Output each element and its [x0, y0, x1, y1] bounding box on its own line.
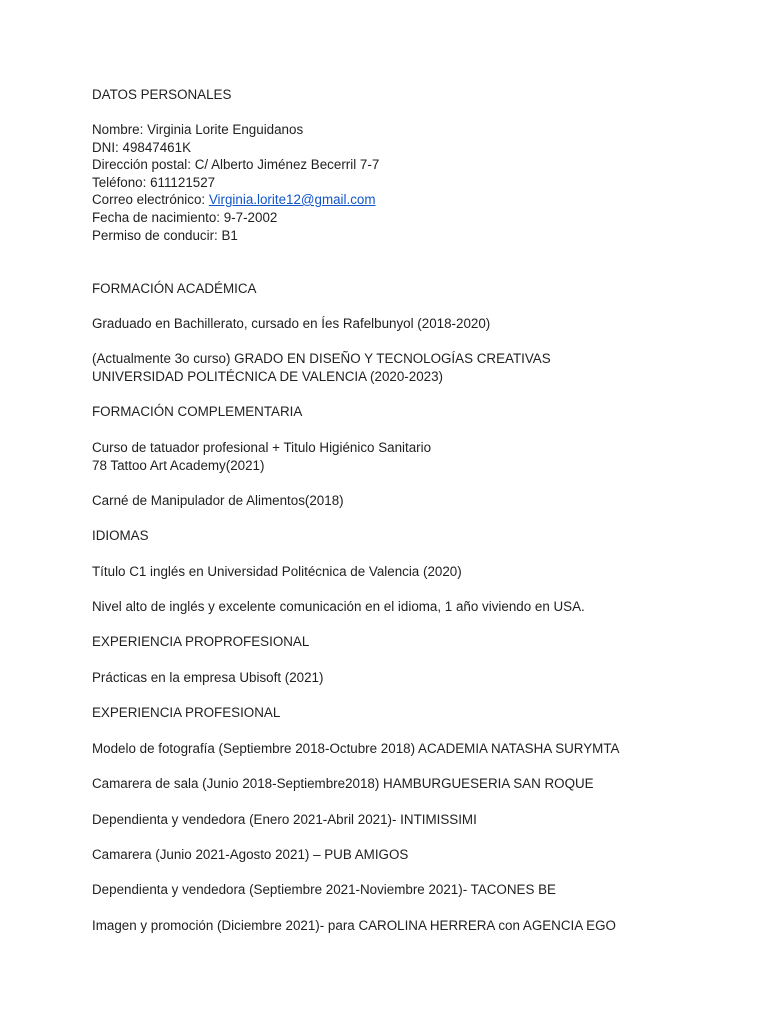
complementary-item: Carné de Manipulador de Alimentos(2018)	[92, 493, 344, 508]
education-item: (Actualmente 3o curso) GRADO EN DISEÑO Y TECNOLOGÍAS CREATIVAS	[92, 351, 551, 366]
complementary-item: Curso de tatuador profesional + Titulo Higiénico Sanitario	[92, 440, 432, 455]
section-heading-professional: EXPERIENCIA PROFESIONAL	[92, 705, 281, 720]
personal-name: Nombre: Virginia Lorite Enguidanos	[92, 122, 304, 137]
section-heading-preprofessional: EXPERIENCIA PROPROFESIONAL	[92, 634, 310, 649]
professional-item: Imagen y promoción (Diciembre 2021)- para CAROLINA HERRERA con AGENCIA EGO	[92, 918, 616, 933]
language-item: Título C1 inglés en Universidad Politécnica de Valencia (2020)	[92, 564, 462, 579]
personal-email-row	[92, 191, 376, 209]
section-heading-languages: IDIOMAS	[92, 528, 149, 543]
preprofessional-item: Prácticas en la empresa Ubisoft (2021)	[92, 670, 324, 685]
email-link[interactable]: Virginia.lorite12@gmail.com	[208, 192, 376, 207]
professional-item: Dependienta y vendedora (Enero 2021-Abril 2021)- INTIMISSIMI	[92, 812, 477, 827]
professional-item: Modelo de fotografía (Septiembre 2018-Octubre 2018) ACADEMIA NATASHA SURYMTA	[92, 741, 620, 756]
complementary-item: 78 Tattoo Art Academy(2021)	[92, 458, 265, 473]
professional-item: Camarera (Junio 2021-Agosto 2021) – PUB AMIGOS	[92, 847, 409, 862]
language-item: Nivel alto de inglés y excelente comunicación en el idioma, 1 año viviendo en USA.	[92, 599, 585, 614]
education-item: UNIVERSIDAD POLITÉCNICA DE VALENCIA (2020-2023)	[92, 369, 444, 384]
section-heading-complementary: FORMACIÓN COMPLEMENTARIA	[92, 404, 303, 419]
professional-item: Camarera de sala (Junio 2018-Septiembre2018) HAMBURGUESERIA SAN ROQUE	[92, 776, 594, 791]
education-item: Graduado en Bachillerato, cursado en Íes Rafelbunyol (2018-2020)	[92, 316, 491, 331]
section-heading-personal: DATOS PERSONALES	[92, 87, 232, 102]
personal-license: Permiso de conducir: B1	[92, 228, 238, 243]
section-heading-education: FORMACIÓN ACADÉMICA	[92, 281, 257, 296]
professional-item: Dependienta y vendedora (Septiembre 2021-Noviembre 2021)- TACONES BE	[92, 882, 556, 897]
personal-address: Dirección postal: C/ Alberto Jiménez Becerril 7-7	[92, 157, 380, 172]
personal-birthdate: Fecha de nacimiento: 9-7-2002	[92, 210, 278, 225]
personal-phone: Teléfono: 611121527	[92, 175, 216, 190]
personal-dni: DNI: 49847461K	[92, 140, 192, 155]
email-label: Correo electrónico:	[92, 192, 209, 207]
